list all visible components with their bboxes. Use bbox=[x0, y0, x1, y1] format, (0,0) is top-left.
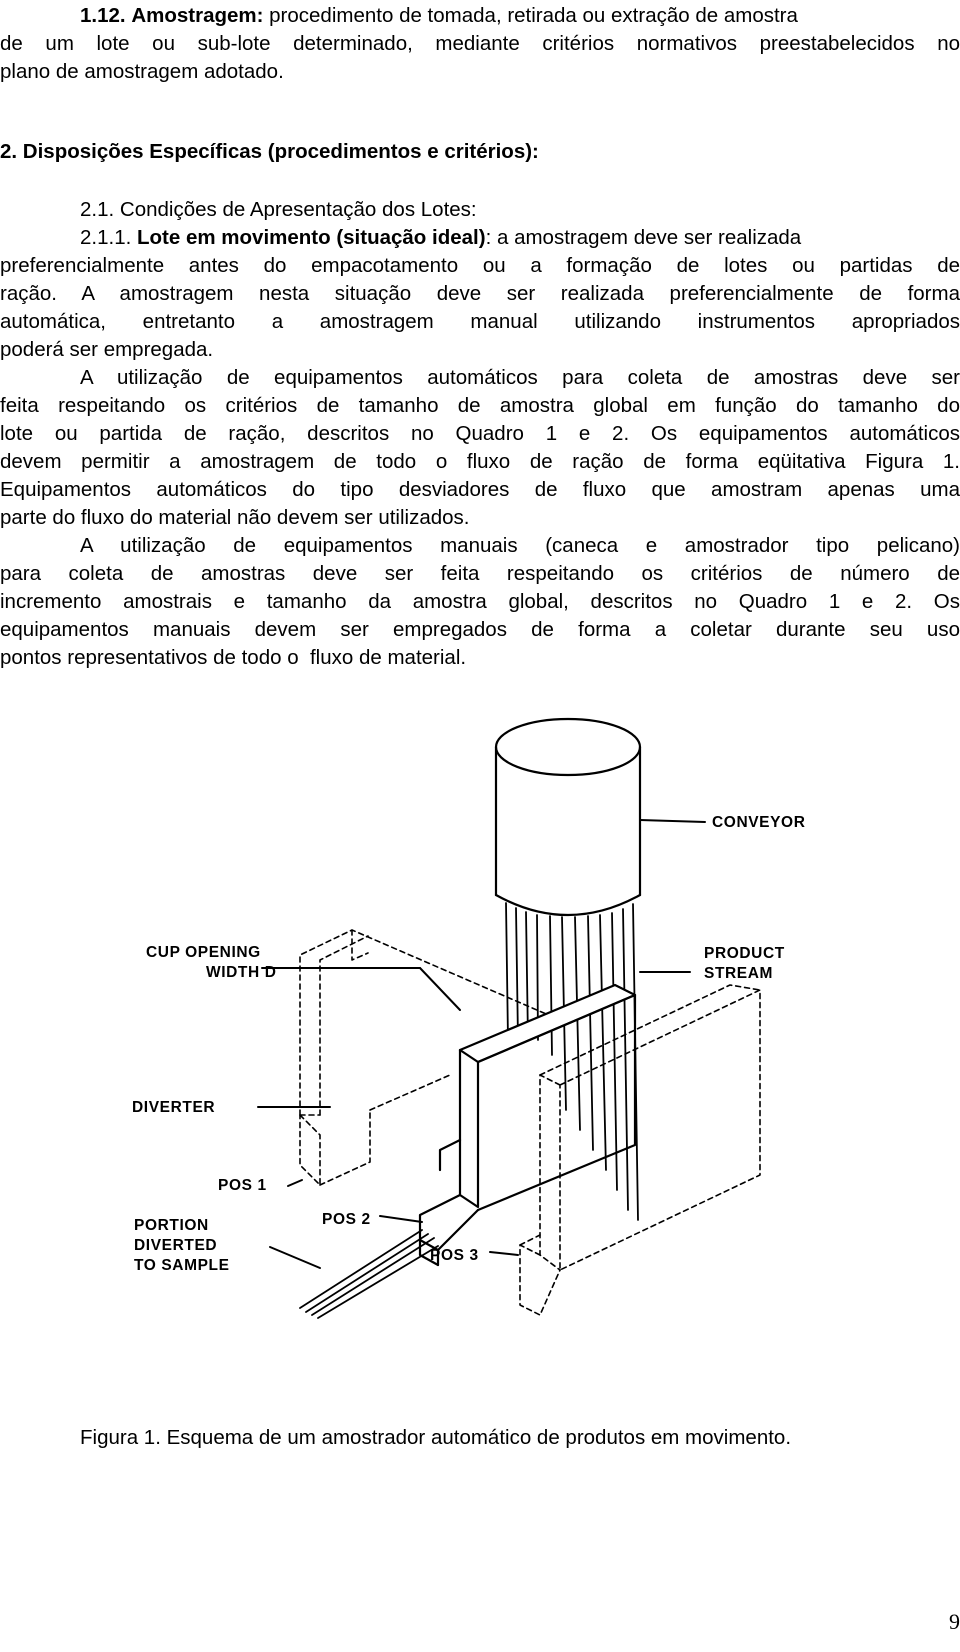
paragraph-manual-line-4: equipamentos manuais devem ser empregados de forma a coletar durante seu uso bbox=[0, 618, 960, 641]
paragraph-manual-line-5: pontos representativos de todo o fluxo de material. bbox=[0, 646, 467, 669]
label-product-stream-2: STREAM bbox=[704, 965, 774, 982]
paragraph-auto-line-2: feita respeitando os critérios de tamanho de amostra global em função do tamanho do bbox=[0, 394, 960, 417]
figure-sampler-diagram bbox=[120, 710, 920, 1360]
section-2-1-heading: 2.1. Condições de Apresentação dos Lotes: bbox=[80, 198, 477, 221]
label-cup-opening-2: WIDTH D bbox=[206, 964, 277, 981]
label-cup-opening-1: CUP OPENING bbox=[146, 944, 261, 961]
paragraph-auto-line-3: lote ou partida de ração, descritos no Quadro 1 e 2. Os equipamentos automáticos bbox=[0, 422, 960, 445]
section-2-1-1-line-1 bbox=[80, 224, 960, 252]
section-1-12-line-3: plano de amostragem adotado. bbox=[0, 60, 284, 83]
section-2-heading: 2. Disposições Específicas (procedimentos e critérios): bbox=[0, 140, 539, 163]
section-2-1-1-line-2: preferencialmente antes do empacotamento ou a formação de lotes ou partidas de bbox=[0, 254, 960, 277]
paragraph-auto-line-5: Equipamentos automáticos do tipo desviadores de fluxo que amostram apenas uma bbox=[0, 478, 960, 501]
page-number: 9 bbox=[949, 1609, 960, 1634]
section-2-1-1-line-3: ração. A amostragem nesta situação deve ser realizada preferencialmente de forma bbox=[0, 282, 960, 305]
section-2-1-1-line-5: poderá ser empregada. bbox=[0, 338, 214, 361]
label-diverter: DIVERTER bbox=[132, 1099, 216, 1116]
label-portion-1: PORTION bbox=[134, 1217, 209, 1234]
section-2-1-1-term: Lote em movimento (situação ideal) bbox=[137, 226, 486, 249]
sampler-diagram-svg bbox=[120, 710, 920, 1360]
section-1-12-line-2: de um lote ou sub-lote determinado, mediante critérios normativos preestabelecidos no bbox=[0, 32, 960, 55]
label-product-stream-1: PRODUCT bbox=[704, 945, 785, 962]
figure-caption: Figura 1. Esquema de um amostrador automático de produtos em movimento. bbox=[80, 1426, 792, 1449]
section-2-1-1-text: : a amostragem deve ser realizada bbox=[485, 226, 802, 249]
label-portion-3: TO SAMPLE bbox=[134, 1257, 230, 1274]
section-1-12-line-1 bbox=[0, 2, 960, 30]
conveyor-cylinder bbox=[496, 719, 640, 915]
paragraph-auto-line-4: devem permitir a amostragem de todo o fluxo de ração de forma eqüitativa Figura 1. bbox=[0, 450, 960, 473]
paragraph-manual-line-2: para coleta de amostras deve ser feita respeitando os critérios de número de bbox=[0, 562, 960, 585]
paragraph-manual-line-1: A utilização de equipamentos manuais (caneca e amostrador tipo pelicano) bbox=[80, 534, 960, 557]
section-1-12-text: procedimento de tomada, retirada ou extração de amostra bbox=[269, 4, 798, 27]
product-stream-lines bbox=[506, 903, 638, 1220]
label-pos-2: POS 2 bbox=[322, 1211, 371, 1228]
diverted-sample-stream bbox=[300, 1230, 438, 1318]
label-pos-3: POS 3 bbox=[430, 1247, 479, 1264]
label-conveyor: CONVEYOR bbox=[712, 814, 806, 831]
section-1-12-term: Amostragem: bbox=[131, 4, 264, 27]
section-1-12-number: 1.12. bbox=[80, 4, 126, 27]
section-2-1-1-line-4: automática, entretanto a amostragem manual utilizando instrumentos apropriados bbox=[0, 310, 960, 333]
label-portion-2: DIVERTED bbox=[134, 1237, 218, 1254]
section-2-1-1-number: 2.1.1. bbox=[80, 226, 132, 249]
paragraph-auto-line-6: parte do fluxo do material não devem ser utilizados. bbox=[0, 506, 470, 529]
paragraph-auto-line-1: A utilização de equipamentos automáticos para coleta de amostras deve ser bbox=[80, 366, 960, 389]
right-side-box bbox=[520, 985, 760, 1315]
paragraph-manual-line-3: incremento amostrais e tamanho da amostra global, descritos no Quadro 1 e 2. Os bbox=[0, 590, 960, 613]
label-pos-1: POS 1 bbox=[218, 1177, 267, 1194]
